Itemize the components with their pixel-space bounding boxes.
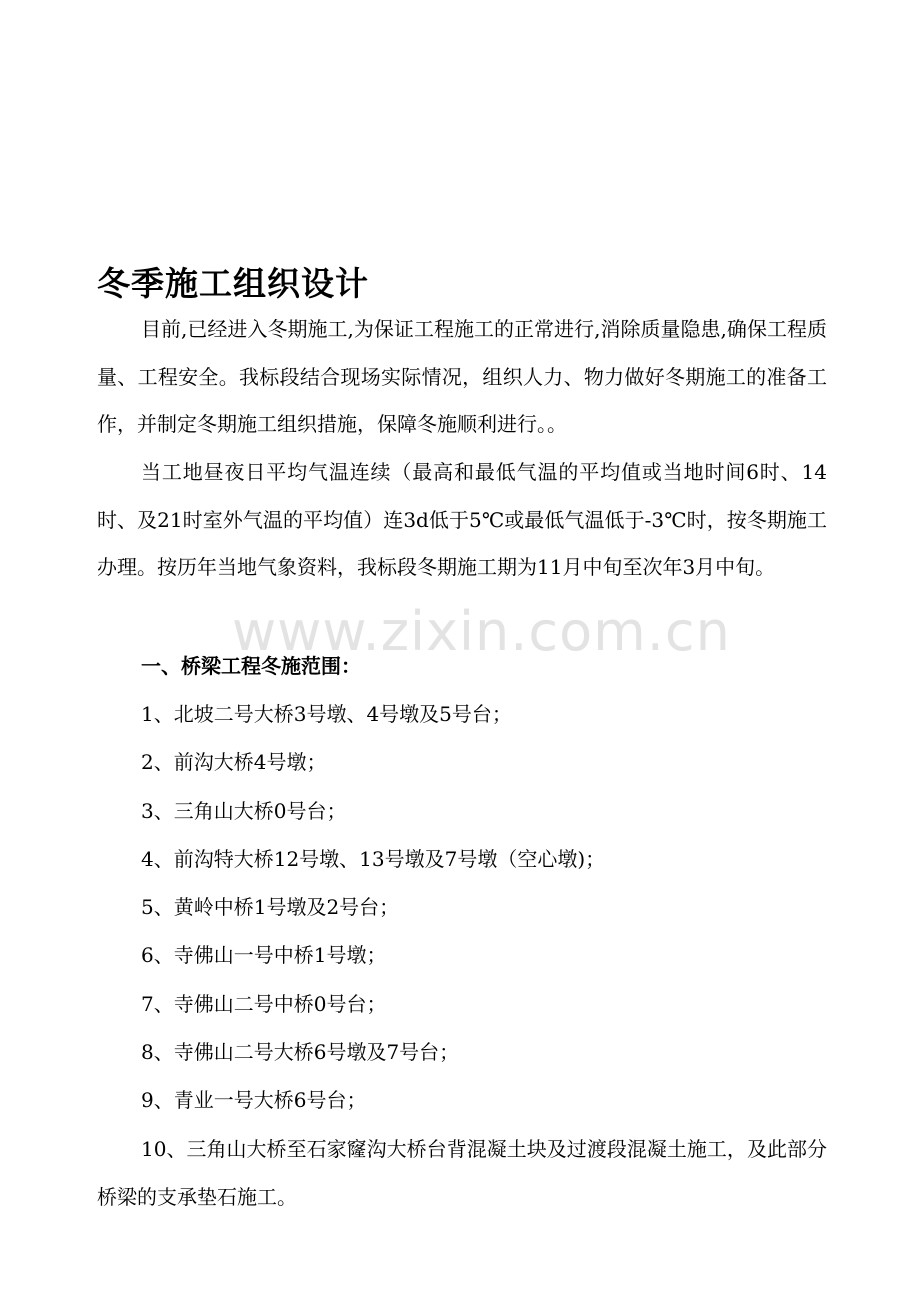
- list-item: 7、寺佛山二号中桥0号台；: [141, 991, 387, 1016]
- list-item: 9、青业一号大桥6号台；: [141, 1088, 367, 1113]
- list-item: 2、前沟大桥4号墩；: [141, 750, 327, 775]
- list-item: 8、寺佛山二号大桥6号墩及7号台；: [141, 1040, 460, 1065]
- list-item: 5、黄岭中桥1号墩及2号台；: [141, 895, 400, 920]
- section-heading: 一、桥梁工程冬施范围：: [141, 654, 361, 678]
- bridge-list: [97, 690, 827, 1221]
- document-title: 冬季施工组织设计: [97, 264, 369, 303]
- list-item: 6、寺佛山一号中桥1号墩；: [141, 943, 387, 968]
- intro-paragraph: 目前,已经进入冬期施工,为保证工程施工的正常进行,消除质量隐患,确保工程质量、工程安全。我标段结合现场实际情况，组织人力、物力做好冬期施工的准备工作，并制定冬期施工组织措施，保障冬施顺利进行。。: [97, 317, 827, 436]
- list-item: 10、三角山大桥至石家窿沟大桥台背混凝土块及过渡段混凝土施工，及此部分桥梁的支承垫石施工。: [97, 1136, 827, 1209]
- list-item: 4、前沟特大桥12号墩、13号墩及7号墩（空心墩)；: [141, 846, 606, 871]
- temperature-paragraph: 当工地昼夜日平均气温连续（最高和最低气温的平均值或当地时间6时、14时、及21时室外气温的平均值）连3d低于5℃或最低气温低于-3℃时，按冬期施工办理。按历年当地气象资料，我标段冬期施工期为11月中旬至次年3月中旬。: [97, 460, 827, 579]
- list-item: 3、三角山大桥0号台；: [141, 798, 347, 823]
- list-item: 1、北坡二号大桥3号墩、4号墩及5号台；: [141, 702, 512, 726]
- watermark-text: www.zixin.com.cn: [232, 600, 731, 663]
